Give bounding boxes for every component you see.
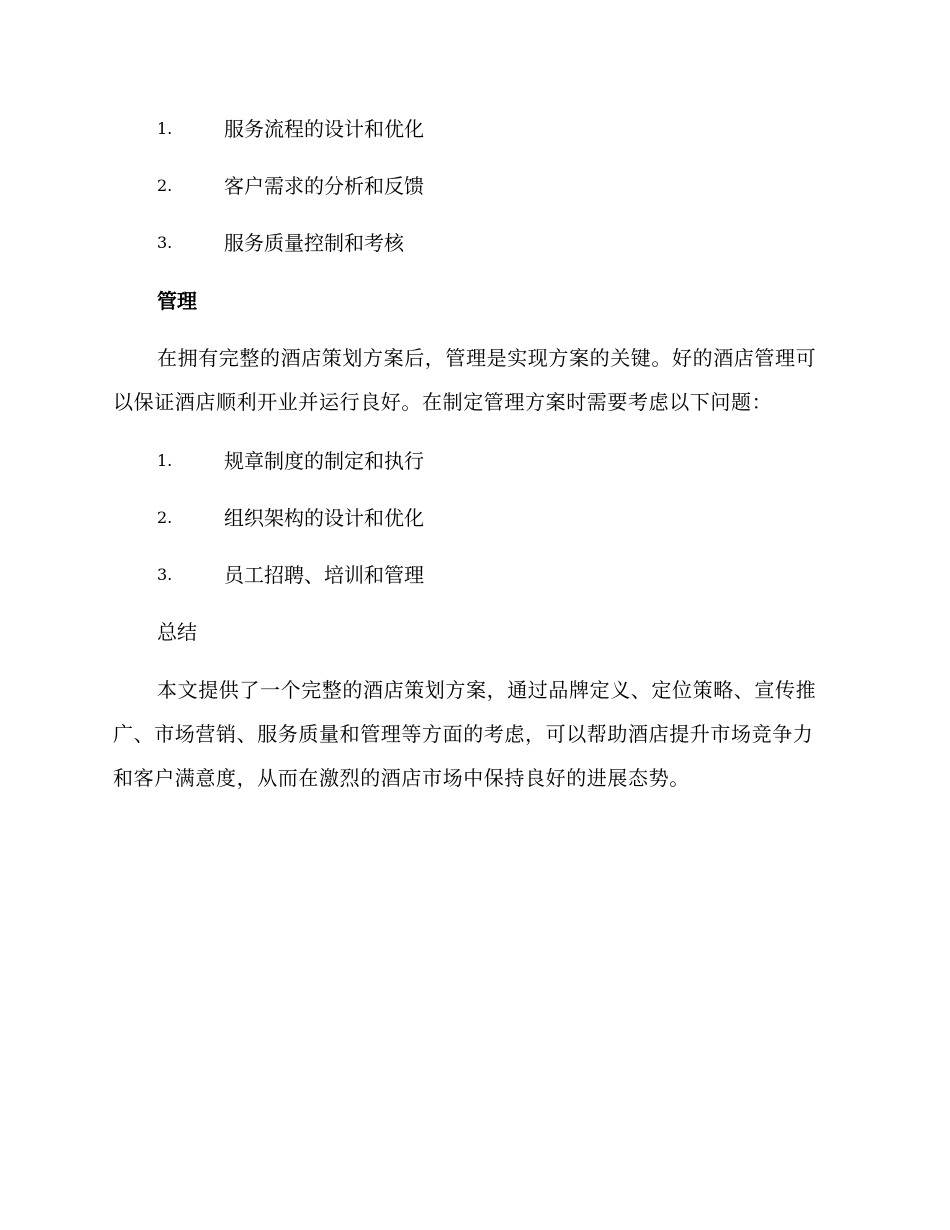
summary-paragraph: 本文提供了一个完整的酒店策划方案，通过品牌定义、定位策略、宣传推广、市场营销、服务质量和管理等方面的考虑，可以帮助酒店提升市场竞争力和客户满意度，从而在激烈的酒店市场中保持良好的进展态势。 (113, 678, 817, 790)
list-text: 服务质量控制和考核 (224, 231, 404, 255)
list-text: 服务流程的设计和优化 (224, 117, 424, 141)
section-heading-management: 管理 (157, 289, 197, 313)
list-text: 客户需求的分析和反馈 (224, 174, 424, 198)
list-text: 员工招聘、培训和管理 (224, 563, 424, 587)
list-number: 1. (157, 119, 173, 138)
list-number: 2. (157, 508, 173, 527)
list-number: 1. (157, 451, 173, 470)
list-number: 2. (157, 176, 173, 195)
list-number: 3. (157, 233, 173, 252)
list-text: 规章制度的制定和执行 (224, 449, 424, 473)
management-paragraph: 在拥有完整的酒店策划方案后，管理是实现方案的关键。好的酒店管理可以保证酒店顺利开业并运行良好。在制定管理方案时需要考虑以下问题： (113, 346, 817, 414)
list-number: 3. (157, 565, 173, 584)
list-text: 组织架构的设计和优化 (224, 506, 424, 530)
section-heading-summary: 总结 (157, 620, 197, 644)
